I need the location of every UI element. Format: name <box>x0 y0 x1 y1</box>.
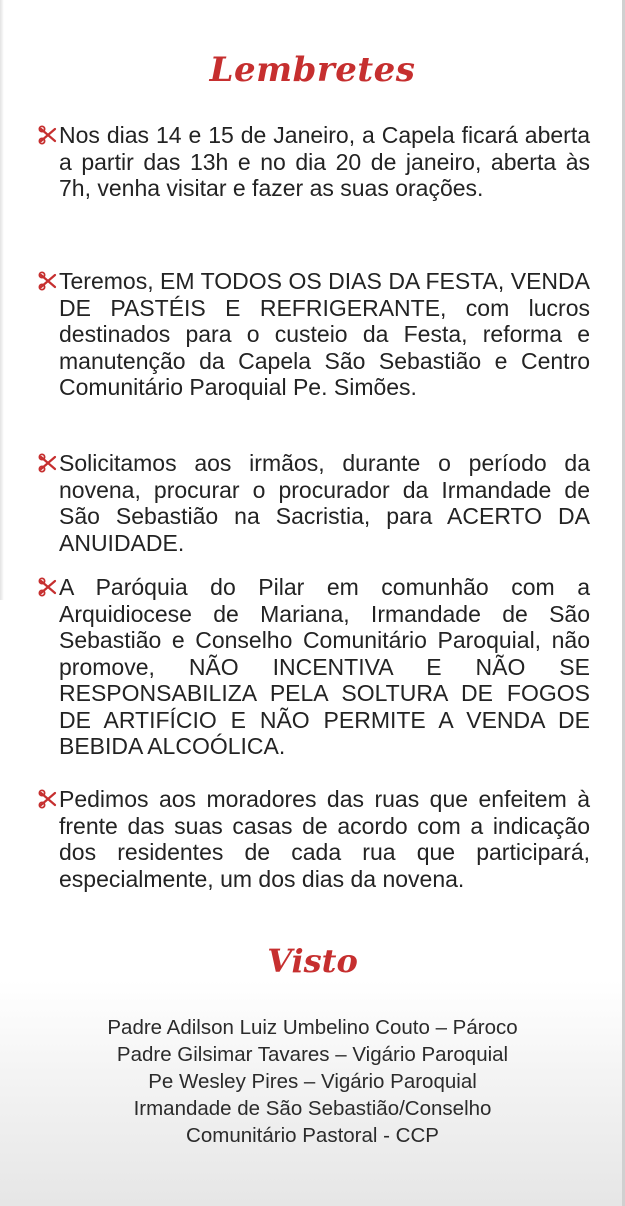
left-edge-shadow <box>0 0 4 600</box>
scissors-icon <box>38 577 58 597</box>
page-title: Lembretes <box>209 50 416 90</box>
signature-line: Padre Gilsimar Tavares – Vigário Paroquial <box>116 1043 509 1066</box>
scissors-icon <box>38 271 58 291</box>
reminder-text: Solicitamos aos irmãos, durante o período da novena, procurar o procurador da Irmandade de São Sebastião na Sacristia, para ACERTO DA ANUIDADE. <box>59 450 590 556</box>
reminder-text: A Paróquia do Pilar em comunhão com a Arquidiocese de Mariana, Irmandade de São Sebastião e Conselho Comunitário Paroquial, não promove, NÃO INCENTIVA E NÃO SE RESPONSABILIZA PELA SOLTURA DE FOGOS DE ARTIFÍCIO E NÃO PERMITE A VENDA DE BEBIDA ALCOÓLICA. <box>59 574 590 759</box>
reminder-item <box>38 786 590 892</box>
signature-line: Irmandade de São Sebastião/Conselho <box>133 1097 492 1120</box>
reminder-text: Teremos, EM TODOS OS DIAS DA FESTA, VENDA DE PASTÉIS E REFRIGERANTE, com lucros destinados para o custeio da Festa, reforma e manutenção da Capela São Sebastião e Centro Comunitário Paroquial Pe. Simões. <box>59 268 590 400</box>
signature-line: Padre Adilson Luiz Umbelino Couto – Pároco <box>107 1016 518 1039</box>
signature-block <box>0 1014 625 1149</box>
reminder-item <box>38 122 590 202</box>
signature-line: Comunitário Pastoral - CCP <box>186 1124 439 1147</box>
reminder-text: Pedimos aos moradores das ruas que enfeitem à frente das suas casas de acordo com a indicação dos residentes de cada rua que participará, especialmente, um dos dias da novena. <box>59 786 590 892</box>
scissors-icon <box>38 453 58 473</box>
reminder-item <box>38 574 590 760</box>
visto-title: Visto <box>267 942 358 980</box>
scissors-icon <box>38 125 58 145</box>
scissors-icon <box>38 789 58 809</box>
reminder-item <box>38 450 590 556</box>
reminder-item <box>38 268 590 401</box>
reminder-text: Nos dias 14 e 15 de Janeiro, a Capela ficará aberta a partir das 13h e no dia 20 de janeiro, aberta às 7h, venha visitar e fazer as suas orações. <box>59 122 590 201</box>
signature-line: Pe Wesley Pires – Vigário Paroquial <box>148 1070 477 1093</box>
